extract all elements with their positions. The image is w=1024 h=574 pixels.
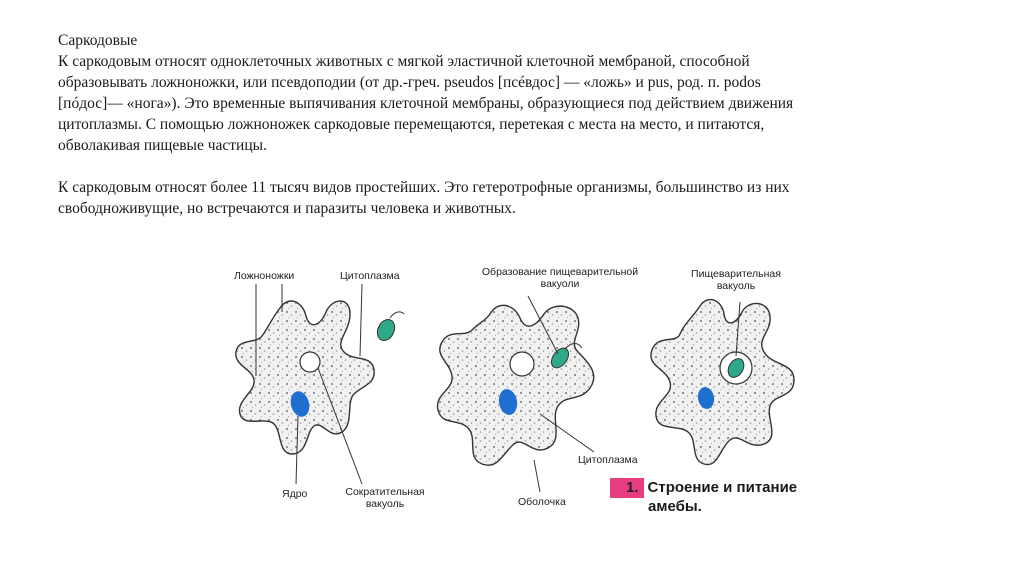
amoeba-2-forming-vacuole (510, 352, 534, 376)
amoeba-3 (651, 300, 794, 465)
paragraph-1-line: обволакивая пищевые частицы. (58, 137, 267, 154)
amoeba-1-contractile-vacuole (300, 352, 320, 372)
label-contractile-line-1: Сократительная (345, 486, 425, 498)
amoeba-figure (222, 256, 828, 526)
label-nucleus: Ядро (282, 488, 308, 500)
amoeba-1-body (236, 301, 374, 454)
amoeba-2 (437, 296, 594, 492)
amoeba-1 (236, 284, 404, 484)
paragraph-2-line: свободноживущие, но встречаются и паразиты человека и животных. (58, 200, 516, 217)
label-cytoplasm-top: Цитоплазма (340, 270, 400, 282)
caption-text-1: Строение и питание (647, 479, 798, 496)
figure-caption (610, 478, 797, 516)
label-vacuole-formation-line-1: Образование пищеварительной (481, 266, 639, 278)
caption-text-2: амебы. (648, 498, 702, 515)
leader-membrane (534, 460, 540, 492)
label-digestive-vacuole (676, 268, 796, 292)
amoeba-1-prey (374, 312, 404, 343)
paragraph-1-line: образовывать ложноножки, или псевдоподии (от др.-греч. pseudos [псéвдос] — «ложь» и pus, род. п. podos (58, 74, 761, 91)
label-cytoplasm-bottom: Цитоплазма (578, 454, 638, 466)
label-vacuole-formation (460, 266, 660, 290)
slide-title: Саркодовые (58, 32, 138, 49)
slide-text (58, 30, 988, 219)
leader-cytoplasm-top (360, 284, 362, 356)
paragraph-1-line: цитоплазмы. С помощью ложноножек саркодовые перемещаются, перетекая с места на место, и питаются, (58, 116, 765, 133)
paragraph-2-line: К саркодовым относят более 11 тысяч видов простейших. Это гетеротрофные организмы, большинство из них (58, 179, 790, 196)
paragraph-1-line: К саркодовым относят одноклеточных животных с мягкой эластичной клеточной мембраной, способной (58, 53, 750, 70)
caption-number: 1. (610, 478, 644, 498)
caption-line-1 (610, 478, 797, 498)
paragraph-1-line: [пóдос]— «нога»). Это временные выпячивания клеточной мембраны, образующиеся под действием движения (58, 95, 794, 112)
amoeba-3-body (651, 300, 794, 465)
label-pseudopods: Ложноножки (234, 270, 295, 282)
label-contractile-line-2: вакуоль (365, 498, 405, 510)
label-digestive-vacuole-line-2: вакуоль (716, 280, 756, 292)
label-digestive-vacuole-line-1: Пищеварительная (691, 268, 781, 280)
label-membrane: Оболочка (518, 496, 566, 508)
label-contractile-vacuole (340, 486, 430, 510)
paragraph-gap (58, 156, 988, 177)
label-vacuole-formation-line-2: вакуоли (540, 278, 580, 290)
amoeba-2-body (437, 305, 593, 465)
